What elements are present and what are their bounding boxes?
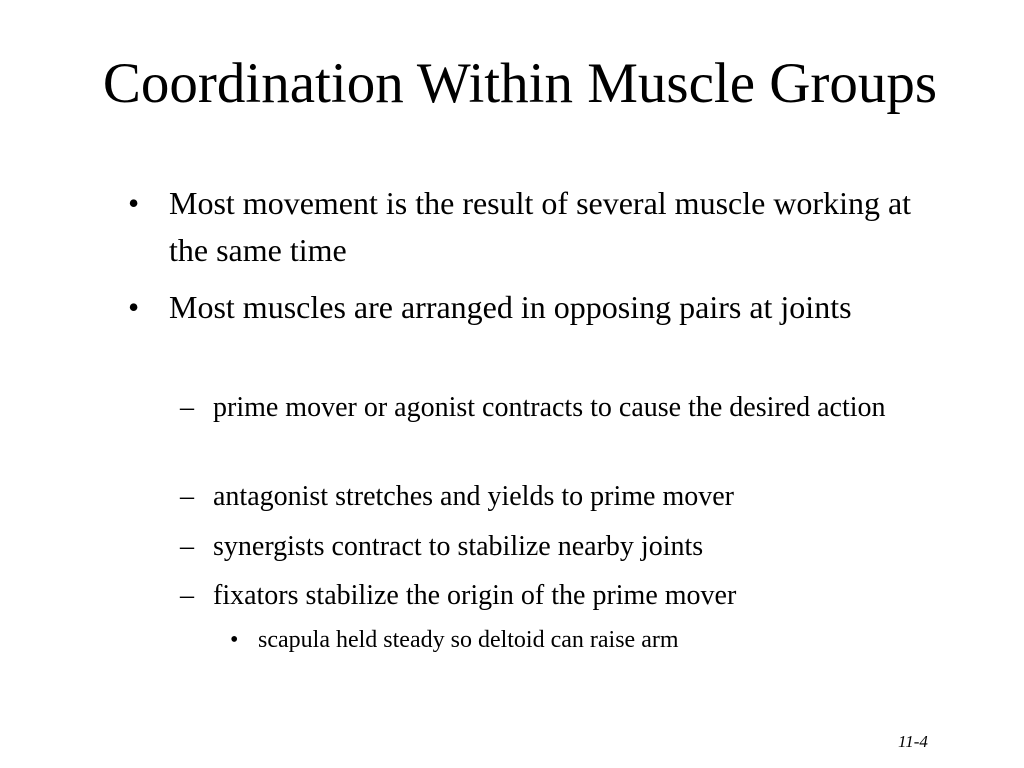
- bullet-point: [128, 284, 929, 331]
- sub-bullet-text: synergists contract to stabilize nearby joints: [213, 531, 704, 562]
- sub-bullet-text: fixators stabilize the origin of the prime mover: [213, 580, 737, 611]
- sub-bullet-point: [180, 388, 953, 428]
- sub-bullet-point: [180, 576, 953, 616]
- sub-bullet-point: [180, 477, 953, 517]
- sub-bullet-point: [180, 527, 953, 567]
- page-number: 11-4: [898, 732, 928, 751]
- bullet-text: Most muscles are arranged in opposing pairs at joints: [169, 289, 852, 325]
- sub-sub-bullet-text: scapula held steady so deltoid can raise arm: [258, 627, 679, 653]
- bullet-marker: •: [128, 289, 140, 325]
- dash-marker: –: [180, 481, 194, 512]
- sub-bullet-text: antagonist stretches and yields to prime mover: [213, 481, 734, 512]
- slide-title: Coordination Within Muscle Groups: [102, 52, 938, 115]
- bullet-marker: •: [230, 627, 239, 653]
- dash-marker: –: [180, 531, 194, 562]
- bullet-text: Most movement is the result of several muscle working at the same time: [169, 185, 912, 268]
- dash-marker: –: [180, 580, 194, 611]
- bullet-marker: •: [128, 185, 140, 221]
- sub-sub-bullet-point: [230, 625, 958, 655]
- dash-marker: –: [180, 392, 194, 423]
- bullet-point: [128, 180, 929, 274]
- sub-bullet-text: prime mover or agonist contracts to cause the desired action: [213, 392, 886, 423]
